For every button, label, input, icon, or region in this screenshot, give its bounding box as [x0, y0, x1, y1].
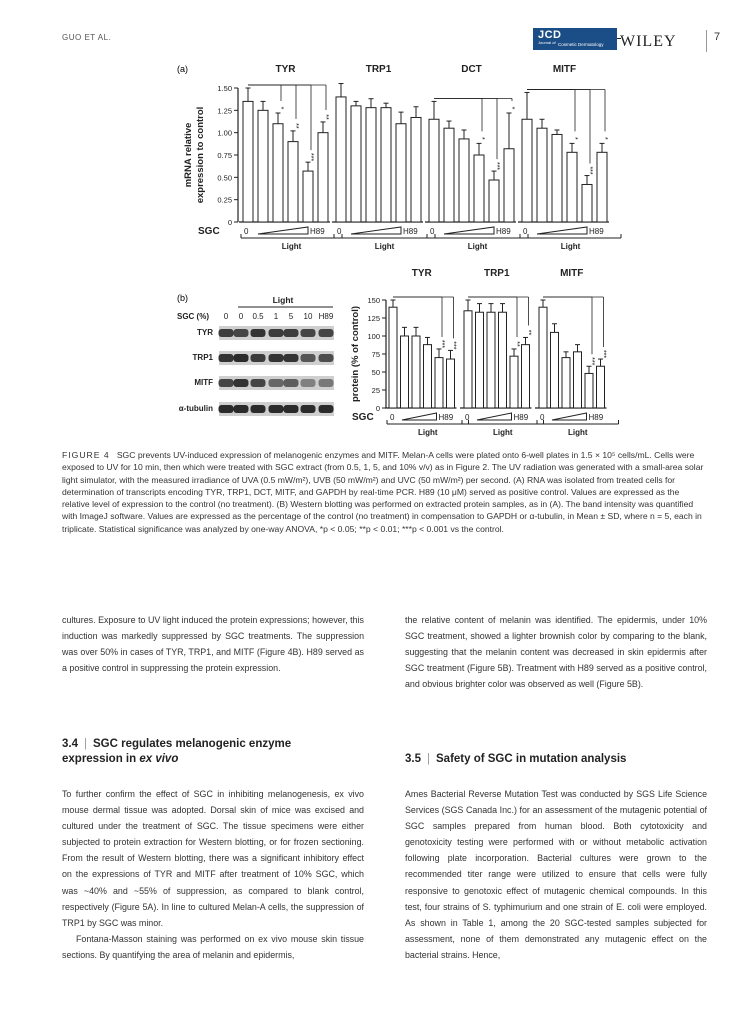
running-head: GUO ET AL. — [62, 33, 112, 42]
blot-sgc-level: 0 — [223, 312, 229, 321]
chart-b-protein — [350, 268, 619, 437]
blot-band — [301, 354, 316, 362]
section-3-4-title-line2: expression in — [62, 753, 140, 765]
light-label: Light — [281, 242, 302, 251]
blot-band — [319, 379, 334, 387]
right-paragraph-2: Ames Bacterial Reverse Mutation Test was conducted by SGS Life Science Services (SGS Canada Inc.) for an assessment of the mutagenic potential of SGC samples prepared from human blood. Both cytotoxicity and genotoxicity testing were performed with or without metabolic activation following plate incorporation. Bacterial cultures were grown to the recommended titer range were utilized to ensure that cells were fully responsive to genotoxic effect of mutagenic chemical compounds. In this test, four strains of S. typhimurium and one strain of E. coli were employed. As shown in Table 1, among the 20 SGC-tested samples subjected for assessment, none of them demonstrated any mutagenic effect on the bacterial strains. Hence, — [405, 789, 707, 960]
blot-sgc-level: 0 — [238, 312, 244, 321]
light-label: Light — [417, 428, 438, 437]
bar — [273, 124, 283, 222]
section-3-5-title: 3.5 | Safety of SGC in mutation analysis — [405, 753, 627, 765]
blot-band — [234, 329, 249, 337]
blot-band — [301, 405, 316, 413]
blot-band — [234, 379, 249, 387]
western-blot — [177, 295, 334, 416]
blot-band — [219, 329, 234, 337]
bar — [582, 184, 592, 222]
bar — [552, 134, 562, 222]
bar — [243, 101, 253, 222]
blot-sgc-level: 10 — [303, 312, 313, 321]
group-title: MITF — [552, 64, 577, 75]
gradient-wedge — [552, 413, 587, 420]
bar — [424, 345, 432, 408]
blot-protein-label: TYR — [197, 328, 213, 337]
blot-band — [234, 354, 249, 362]
blot-sgc-level: 1 — [273, 312, 279, 321]
sgc-label: SGC — [198, 226, 220, 237]
blot-band — [319, 354, 334, 362]
blot-band — [301, 329, 316, 337]
bar — [447, 359, 455, 408]
caption-label: FIGURE 4 — [62, 450, 110, 460]
gradient-wedge — [351, 227, 401, 234]
y-axis-label: protein (% of control) — [350, 305, 361, 403]
left-column-body — [62, 786, 364, 963]
bar — [258, 110, 268, 222]
sgc-start-label: 0 — [390, 413, 395, 422]
gradient-wedge — [477, 413, 512, 420]
y-tick-label: 100 — [367, 332, 380, 341]
sgc-end-label: H89 — [310, 227, 325, 236]
sgc-start-label: 0 — [523, 227, 528, 236]
significance-mark: *** — [588, 357, 595, 366]
bar — [351, 106, 361, 222]
group-title: TRP1 — [483, 268, 510, 279]
sgc-end-label: H89 — [438, 413, 454, 422]
bar — [597, 152, 607, 222]
gradient-wedge — [444, 227, 494, 234]
publisher-logo: WILEY — [620, 33, 677, 50]
sgc-start-label: 0 — [430, 227, 435, 236]
group-title: MITF — [560, 268, 584, 279]
bar — [381, 108, 391, 222]
section-3-4-title-italic: ex vivo — [139, 753, 179, 765]
blot-band — [269, 379, 284, 387]
significance-mark: ** — [513, 341, 520, 347]
left-paragraph-3: Fontana-Masson staining was performed on ex vivo mouse skin tissue sections. By quantifying the area of melanin and epidermis, — [62, 933, 364, 960]
right-column-top — [405, 612, 707, 692]
significance-mark: *** — [599, 349, 607, 359]
bar — [499, 312, 507, 408]
blot-band — [319, 329, 334, 337]
significance-mark: ** — [524, 329, 532, 336]
light-label: Light — [374, 242, 395, 251]
bar — [389, 307, 397, 408]
significance-mark: * — [508, 106, 515, 110]
bar — [464, 311, 472, 408]
gradient-wedge — [402, 413, 437, 420]
bar — [537, 128, 547, 222]
bar — [489, 180, 499, 222]
sgc-start-label: 0 — [540, 413, 545, 422]
blot-band — [284, 329, 299, 337]
journal-logo-line1: Journal of — [538, 40, 556, 45]
y-tick-label: 1.25 — [217, 106, 232, 116]
left-paragraph-2: To further confirm the effect of SGC in inhibiting melanogenesis, ex vivo mouse dermal tissue was adopted. Dorsal skin of mice was excised and cultured under the treatment of SGC. The tissue specimens were either subjected to protein extraction for Western blotting, or for frozen sectioning. From the result of Western blotting, there was a significant inhibitory effect on the expressions of TYR and MITF after treatment of 10% SGC, which was ~40% and ~55% of suppression, as compared to blank control, respectively (Figure 5A). In line to cultured Melan-A cells, the suppression of TRP1 by SGC was minor. — [62, 789, 364, 928]
y-tick-label: 0.75 — [217, 151, 232, 160]
bar — [562, 358, 570, 408]
bar — [585, 373, 593, 408]
sgc-start-label: 0 — [465, 413, 470, 422]
section-3-4-title: 3.4 | SGC regulates melanogenic enzyme expression in ex vivo — [62, 738, 292, 765]
blot-band — [269, 354, 284, 362]
y-axis-label: mRNA relativeexpression to control — [183, 106, 206, 204]
bar — [288, 142, 298, 222]
bar — [459, 139, 469, 222]
blot-band — [219, 379, 234, 387]
caption-text: SGC prevents UV-induced expression of melanogenic enzymes and MITF. Melan-A cells were plated onto 6-well plates in 1.5 × 10⁵ cells/mL. Cells were exposed to UV for 10 min, then which were treated with SGC extract (from 0.5, 1, 5, and 10% v/v) as in Figure 2. The UV radiation was generated with a small-area solar light simulator, with the measured irradiance of UVA (0.5 mW/m²), UVB (50 mW/m²) and UVC (50 mW/m²) per second. (A) RNA was isolated from treated cells for determination of transcripts encoding TYR, TRP1, DCT, MITF, and GAPDH by real-time PCR. H89 (10 μM) served as positive control. Values are expressed as the relative level of expression to the control (no treatment). (B) Western blotting was performed on extracted protein samples, as in (A). The band intensity was quantified with ImageJ software. Values are expressed as the percentage of the control (no treatment) in compensation to GAPDH or α-tubulin, in Mean ± SD, where n = 5, each in triplicate. Statistical significance was analyzed by one-way ANOVA, *p < 0.05; **p < 0.01; ***p < 0.001 vs the control. — [62, 450, 704, 534]
y-tick-label: 75 — [371, 350, 380, 359]
group-title: DCT — [461, 64, 482, 75]
right-paragraph-1: the relative content of melanin was identified. The epidermis, under 10% SGC treatment, showed a lighter brownish color by comparing to the blank, suggesting that the melanin content was decreased in skin epidermis after SGC treatment (Figure 5B). Treatment with H89 served as a positive control, and obvious brighter color was observed as well (Figure 5B). — [405, 615, 707, 690]
sgc-end-label: H89 — [496, 227, 511, 236]
right-column-body — [405, 786, 707, 963]
bar — [522, 119, 532, 222]
blot-sgc-level: 5 — [288, 312, 294, 321]
panel-a-label: (a) — [177, 64, 188, 74]
sgc-label: SGC — [352, 412, 374, 423]
bar — [401, 336, 409, 408]
blot-protein-label: TRP1 — [192, 353, 213, 362]
sgc-end-label: H89 — [588, 413, 604, 422]
sgc-end-label: H89 — [403, 227, 418, 236]
figure-4 — [0, 0, 732, 445]
significance-mark: *** — [438, 339, 445, 349]
sgc-start-label: 0 — [244, 227, 249, 236]
gradient-wedge — [537, 227, 587, 234]
significance-mark: *** — [307, 153, 314, 162]
blot-sgc-level: 0.5 — [252, 312, 264, 321]
blot-band — [269, 329, 284, 337]
y-tick-label: 25 — [371, 386, 380, 395]
significance-mark: * — [601, 137, 608, 140]
bar — [510, 356, 518, 408]
blot-band — [234, 405, 249, 413]
bar — [504, 149, 514, 222]
sgc-end-label: H89 — [513, 413, 529, 422]
bar — [444, 128, 454, 222]
bar — [474, 155, 484, 222]
bar — [435, 358, 443, 408]
light-label: Light — [492, 428, 513, 437]
blot-band — [284, 405, 299, 413]
significance-mark: ** — [322, 114, 329, 120]
page-number: 7 — [714, 31, 721, 43]
bar — [487, 312, 495, 408]
bar — [412, 336, 420, 408]
y-tick-label: 0.25 — [217, 195, 232, 205]
y-tick-label: 0 — [375, 404, 380, 413]
significance-mark: *** — [449, 341, 457, 350]
y-tick-label: 1.50 — [217, 84, 232, 93]
left-column-top — [62, 612, 364, 676]
blot-band — [251, 405, 266, 413]
significance-mark: * — [277, 106, 284, 110]
section-3-5-number: 3.5 — [405, 753, 421, 765]
blot-band — [319, 405, 334, 413]
blot-band — [251, 329, 266, 337]
group-title: TRP1 — [365, 64, 392, 75]
bar — [303, 171, 313, 222]
blot-protein-label: α-tubulin — [178, 404, 213, 413]
blot-band — [219, 405, 234, 413]
light-label: Light — [567, 428, 588, 437]
light-label: Light — [560, 242, 581, 251]
group-title: TYR — [275, 64, 296, 75]
bar — [539, 307, 547, 408]
significance-mark: ** — [292, 123, 299, 129]
chart-a-mrna — [183, 64, 621, 251]
sgc-end-label: H89 — [589, 227, 604, 236]
panel-b-label: (b) — [177, 293, 188, 303]
blot-band — [301, 379, 316, 387]
blot-band — [219, 354, 234, 362]
bar — [574, 352, 582, 408]
y-tick-label: 0.50 — [217, 173, 232, 183]
sgc-start-label: 0 — [337, 227, 342, 236]
bar — [476, 312, 484, 408]
bar — [411, 117, 421, 222]
group-title: TYR — [411, 268, 432, 279]
journal-logo-abbrev: JCD — [538, 29, 562, 41]
section-3-4-number: 3.4 — [62, 738, 78, 750]
bar — [336, 97, 346, 222]
y-tick-label: 50 — [371, 368, 380, 377]
bar — [318, 133, 328, 222]
y-tick-label: 125 — [367, 314, 380, 323]
bar — [597, 366, 605, 408]
gradient-wedge — [258, 227, 308, 234]
blot-band — [284, 354, 299, 362]
significance-mark: *** — [493, 161, 500, 171]
significance-mark: * — [571, 137, 578, 140]
blot-band — [269, 405, 284, 413]
figure-caption — [62, 449, 708, 535]
section-3-5-title-text: Safety of SGC in mutation analysis — [436, 753, 627, 765]
blot-band — [251, 379, 266, 387]
blot-protein-label: MITF — [194, 378, 213, 387]
bar — [567, 152, 577, 222]
bar — [522, 345, 530, 408]
left-paragraph-1: cultures. Exposure to UV light induced the protein expressions; however, this induction was markedly suppressed by SGC treatments. The suppression was over 50% in cases of TYR, TRP1, and MITF (Figure 4B). H89 served as a positive control in suppressing the protein expression. — [62, 615, 364, 674]
significance-mark: *** — [586, 166, 593, 175]
blot-light-label: Light — [272, 295, 294, 305]
significance-mark: * — [478, 137, 485, 140]
blot-sgc-label: SGC (%) — [177, 312, 209, 321]
y-tick-label: 0 — [227, 218, 232, 227]
section-3-4-title-line1: SGC regulates melanogenic enzyme — [93, 738, 292, 750]
journal-logo-line2: Cosmetic Dermatology — [558, 42, 604, 47]
light-label: Light — [467, 242, 488, 251]
bar — [396, 124, 406, 222]
y-tick-label: 150 — [367, 296, 380, 305]
y-tick-label: 1.00 — [217, 128, 232, 138]
bar — [551, 332, 559, 408]
blot-band — [251, 354, 266, 362]
blot-sgc-level: H89 — [318, 312, 334, 321]
bar — [366, 108, 376, 222]
blot-band — [284, 379, 299, 387]
bar — [429, 119, 439, 222]
